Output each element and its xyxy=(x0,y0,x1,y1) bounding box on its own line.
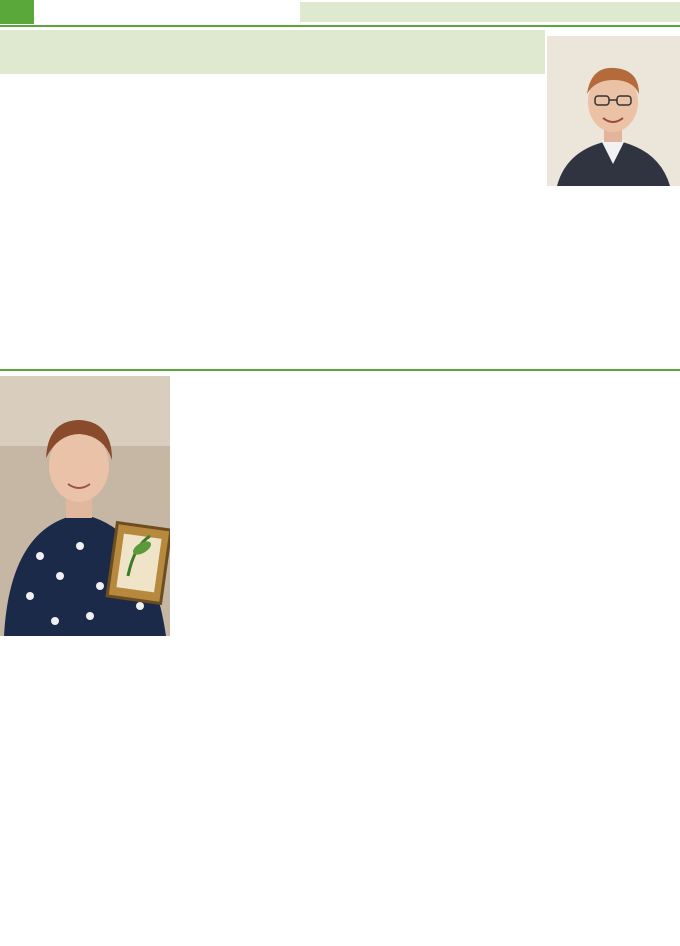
article2-column-4 xyxy=(510,420,678,900)
article1-lead xyxy=(0,74,270,78)
article1-column-4 xyxy=(413,74,546,366)
article2-column-2 xyxy=(173,420,335,944)
article1-column-2 xyxy=(139,184,272,366)
portrait-photo-denis xyxy=(547,36,680,186)
article1-title xyxy=(0,30,545,74)
section-rubric xyxy=(300,2,680,22)
portrait-photo-lyudmila xyxy=(0,376,170,636)
page-number xyxy=(0,0,34,24)
article1-column-1 xyxy=(2,208,135,366)
header-divider xyxy=(0,25,680,27)
article2-column-1 xyxy=(2,740,168,944)
article2-column-3 xyxy=(340,420,504,944)
article1-column-3 xyxy=(276,74,409,366)
article-separator xyxy=(0,369,680,371)
